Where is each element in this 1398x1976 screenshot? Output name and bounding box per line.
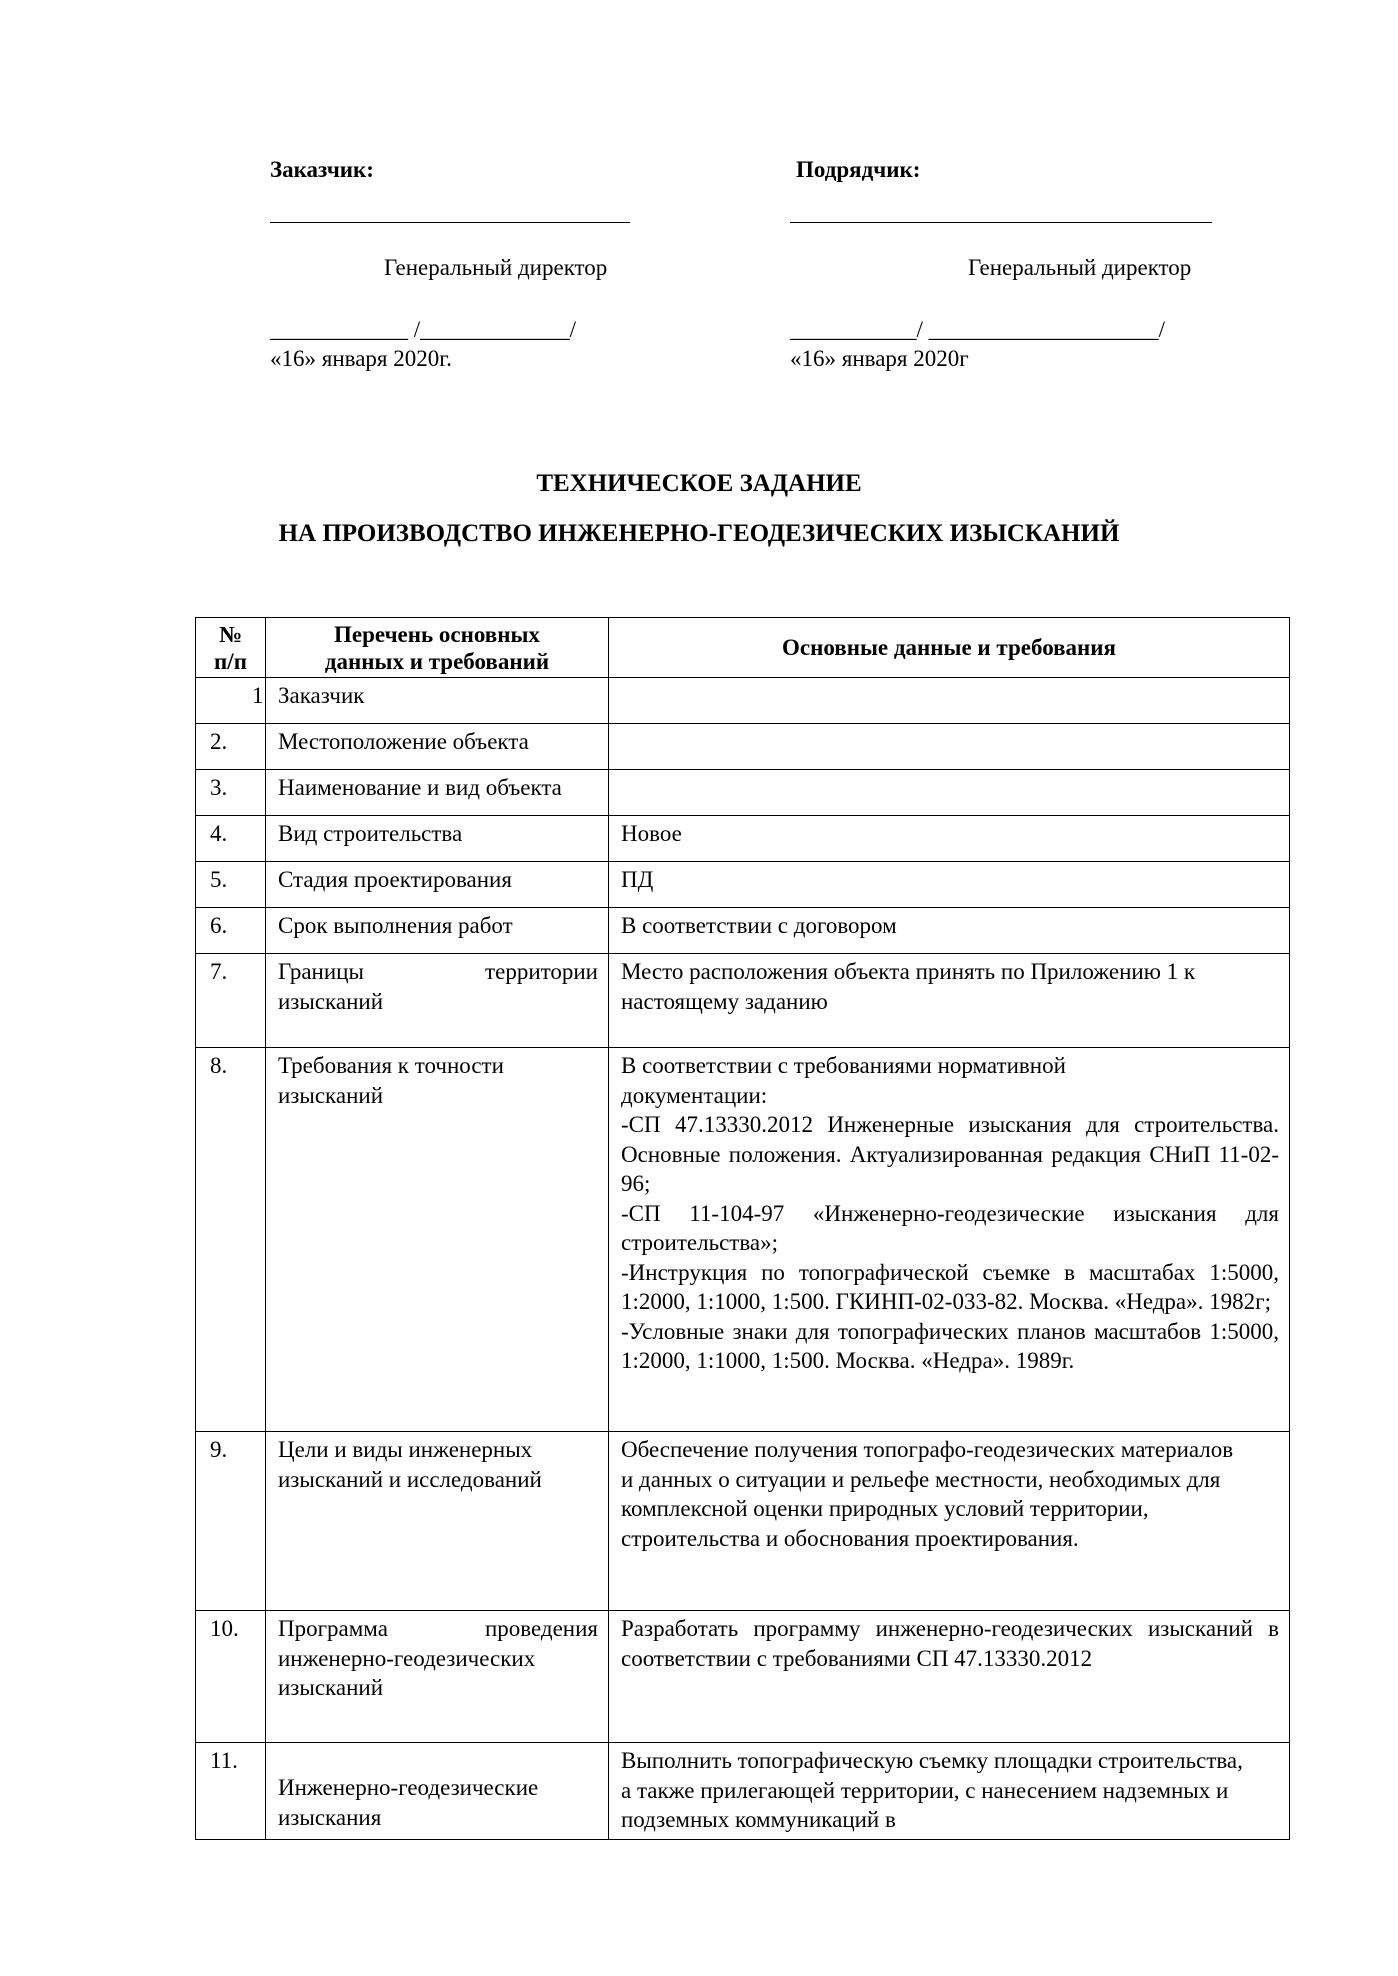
header-num-line2: п/п	[214, 648, 247, 674]
row-num: 4.	[196, 816, 266, 862]
row-value-list-item: -Инструкция по топографической съемке в масштабах 1:5000, 1:2000, 1:1000, 1:500. ГКИНП-02-033-82. Москва. «Недра». 1982г;	[621, 1259, 1279, 1314]
row-value-list-item: -Условные знаки для топографических планов масштабов 1:5000, 1:2000, 1:1000, 1:500. Москва. «Недра». 1989г.	[621, 1318, 1279, 1373]
contractor-label: Подрядчик:	[796, 157, 921, 182]
table-header-row	[196, 618, 1290, 678]
row-item: Требования к точности изысканий	[266, 1048, 609, 1432]
row-num: 3.	[196, 770, 266, 816]
row-num: 11.	[196, 1743, 266, 1840]
row-num: 9.	[196, 1432, 266, 1611]
requirements-table	[195, 617, 1290, 1840]
row-value: Новое	[609, 816, 1290, 862]
row-value-list-item: -СП 11-104-97 «Инженерно-геодезические изыскания для строительства»;	[621, 1200, 1279, 1255]
customer-label: Заказчик:	[270, 157, 374, 182]
row-value-list-item: -СП 47.13330.2012 Инженерные изыскания для строительства. Основные положения. Актуализированная редакция СНиП 11-02-96;	[621, 1112, 1279, 1196]
contractor-org-line	[790, 222, 1212, 223]
contractor-date: «16» января 2020г	[790, 346, 969, 371]
row-value	[609, 1048, 1290, 1432]
row-item: Заказчик	[266, 678, 609, 724]
table-row	[196, 770, 1290, 816]
customer-position: Генеральный директор	[384, 255, 608, 280]
row-num: 7.	[196, 954, 266, 1048]
row-value	[609, 678, 1290, 724]
row-num: 8.	[196, 1048, 266, 1432]
header-num	[196, 618, 266, 678]
table-row	[196, 908, 1290, 954]
row-num: 10.	[196, 1611, 266, 1743]
row-num: 2.	[196, 724, 266, 770]
row-value: ПД	[609, 862, 1290, 908]
row-value-intro: В соответствии с требованиями нормативной документации:	[621, 1053, 1066, 1108]
row-num	[196, 678, 266, 724]
row-value: Обеспечение получения топографо-геодезических материалов и данных о ситуации и рельефе местности, необходимых для комплексной оценки природных условий территории, строительства и обоснования проектирования.	[609, 1432, 1290, 1611]
table-row	[196, 862, 1290, 908]
row-item: Срок выполнения работ	[266, 908, 609, 954]
row-num: 5.	[196, 862, 266, 908]
row-item: Местоположение объекта	[266, 724, 609, 770]
row-value: Место расположения объекта принять по Приложению 1 к настоящему заданию	[609, 954, 1290, 1048]
row-num: 6.	[196, 908, 266, 954]
row-value: Разработать программу инженерно-геодезических изысканий в соответствии с требованиями СП 47.13330.2012	[609, 1611, 1290, 1743]
row-item: Наименование и вид объекта	[266, 770, 609, 816]
table-row	[196, 678, 1290, 724]
table-row	[196, 1743, 1290, 1840]
customer-org-line	[270, 222, 630, 223]
document-subtitle: НА ПРОИЗВОДСТВО ИНЖЕНЕРНО-ГЕОДЕЗИЧЕСКИХ ИЗЫСКАНИЙ	[278, 520, 1120, 547]
customer-signature-line: ____________ /_____________/	[270, 317, 577, 342]
row-item: Инженерно-геодезические изыскания	[266, 1743, 609, 1840]
row-value: Выполнить топографическую съемку площадки строительства, а также прилегающей территории, с нанесением надземных и подземных коммуникаций в	[609, 1743, 1290, 1840]
table-row	[196, 1432, 1290, 1611]
row-item-line1: Границы территории	[278, 959, 598, 984]
table-row	[196, 1048, 1290, 1432]
header-list	[266, 618, 609, 678]
row-item	[266, 954, 609, 1048]
row-item: Вид строительства	[266, 816, 609, 862]
table-row	[196, 954, 1290, 1048]
table-row	[196, 724, 1290, 770]
row-item: Стадия проектирования	[266, 862, 609, 908]
header-list-line2: данных и требований	[324, 648, 550, 674]
contractor-position: Генеральный директор	[968, 255, 1192, 280]
row-value	[609, 724, 1290, 770]
row-item-line2: изысканий	[278, 988, 384, 1014]
row-value	[609, 770, 1290, 816]
row-item	[266, 1611, 609, 1743]
row-item-line1: Программа проведения	[278, 1616, 598, 1641]
customer-date: «16» января 2020г.	[270, 346, 452, 371]
table-row	[196, 816, 1290, 862]
row-item-line2: инженерно-геодезических изысканий	[278, 1645, 536, 1700]
row-item: Цели и виды инженерных изысканий и исследований	[266, 1432, 609, 1611]
row-num-text: 1	[252, 683, 264, 708]
header-main: Основные данные и требования	[609, 618, 1290, 678]
header-list-line1: Перечень основных	[334, 621, 540, 647]
table-row	[196, 1611, 1290, 1743]
contractor-signature-line: ___________/ ____________________/	[790, 317, 1166, 342]
document-title: ТЕХНИЧЕСКОЕ ЗАДАНИЕ	[536, 470, 862, 497]
row-value: В соответствии с договором	[609, 908, 1290, 954]
header-num-line1: №	[218, 621, 243, 647]
